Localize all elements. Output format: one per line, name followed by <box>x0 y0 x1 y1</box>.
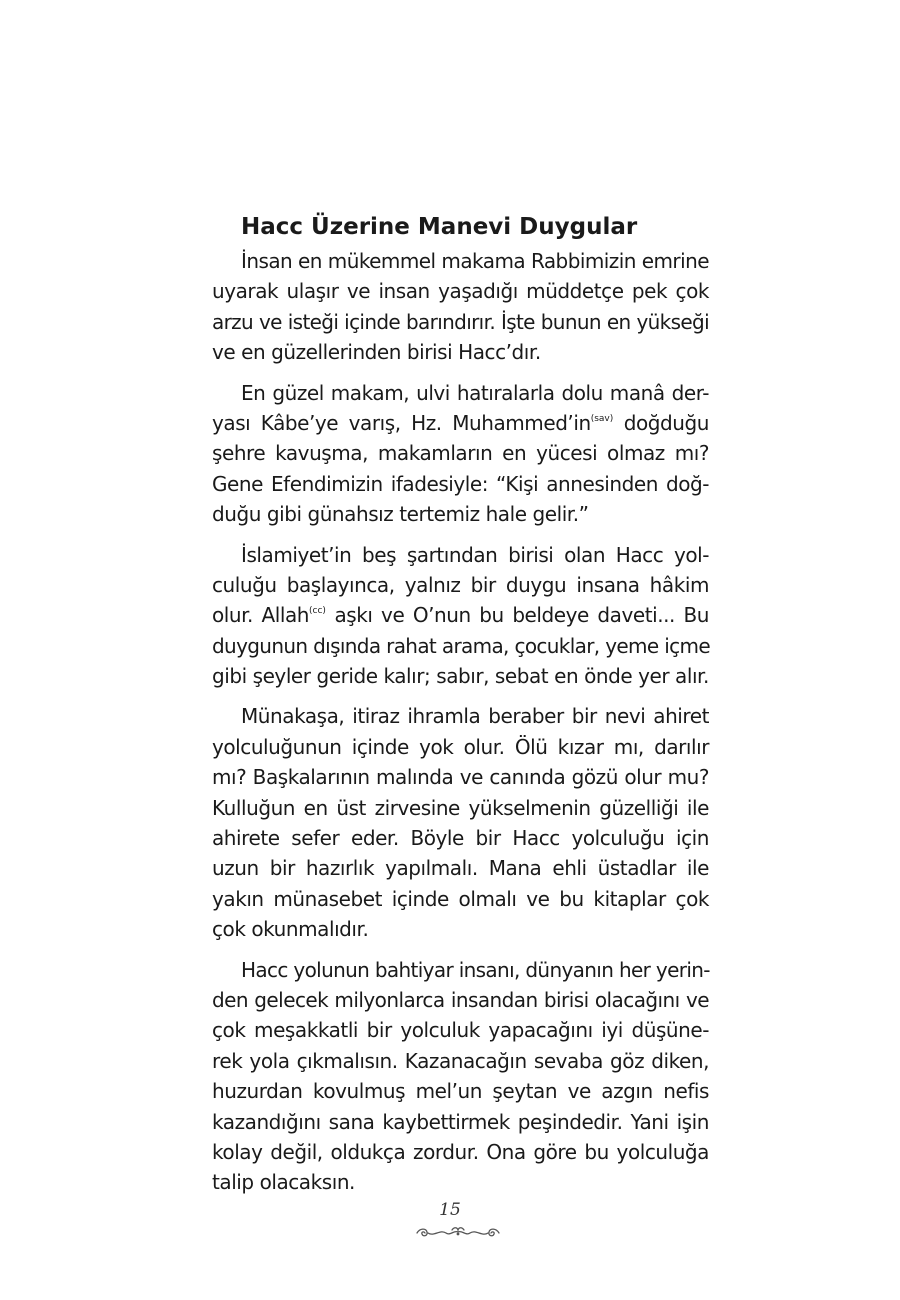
text-line: yolculuğunun içinde yok olur. Ölü kızar mı, darılır <box>212 734 709 759</box>
text-line <box>212 408 709 438</box>
text-line: Hacc yolunun bahtiyar insanı, dünyanın her yerin- <box>241 957 710 982</box>
text-line: mı? Başkalarının malında ve canında gözü olur mu? <box>212 765 709 790</box>
text-line: En güzel makam, ulvi hatıralarla dolu manâ der- <box>241 380 709 405</box>
text-line: culuğu başlayınca, yalnız bir duygu insana hâkim <box>212 572 709 597</box>
paragraph <box>212 955 709 1198</box>
text-line: uzun bir hazırlık yapılmalı. Mana ehli üstadlar ile <box>212 856 709 881</box>
page-body <box>212 210 709 1208</box>
honorific-superscript: (cc) <box>309 606 326 617</box>
text-line: kolay değil, oldukça zordur. Ona göre bu yolculuğa <box>212 1139 709 1164</box>
text-segment: yası Kâbe’ye varış, Hz. Muhammed’in <box>212 410 591 435</box>
text-line: İslamiyet’in beş şartından birisi olan Hacc yol- <box>241 542 709 567</box>
text-line: arzu ve isteği içinde barındırır. İşte bunun en yükseği <box>212 309 709 334</box>
text-line: rek yola çıkmalısın. Kazanacağın sevaba göz diken, <box>212 1048 709 1073</box>
text-line: huzurdan kovulmuş mel’un şeytan ve azgın nefis <box>212 1079 709 1104</box>
text-line: Münakaşa, itiraz ihramla beraber bir nevi ahiret <box>241 704 709 729</box>
honorific-superscript: (sav) <box>590 413 614 424</box>
text-line: gibi şeyler geride kalır; sabır, sebat en önde yer alır. <box>212 664 709 689</box>
text-line: ve en güzellerinden birisi Hacc’dır. <box>212 340 541 365</box>
text-line: Gene Efendimizin ifadesiyle: “Kişi annesinden doğ- <box>212 471 709 496</box>
ornament-flourish-icon <box>414 1224 502 1240</box>
text-line: İnsan en mükemmel makama Rabbimizin emrine <box>241 249 709 273</box>
text-line: uyarak ulaşır ve insan yaşadığı müddetçe pek çok <box>212 279 709 304</box>
text-line: ahirete sefer eder. Böyle bir Hacc yolculuğu için <box>212 826 709 851</box>
text-segment: aşkı ve O’nun bu beldeye daveti... Bu <box>325 603 709 628</box>
paragraph <box>212 540 709 692</box>
text-line <box>212 600 709 630</box>
paragraph <box>212 246 709 368</box>
text-line: yakın münasebet içinde olmalı ve bu kitaplar çok <box>212 886 709 911</box>
text-line: duğu gibi günahsız tertemiz hale gelir.” <box>212 502 589 527</box>
paragraph <box>212 378 709 530</box>
text-segment: olur. Allah <box>212 603 309 628</box>
text-line: Kulluğun en üst zirvesine yükselmenin güzelliği ile <box>212 795 709 820</box>
text-line: çok meşakkatli bir yolculuk yapacağını iyi düşüne- <box>212 1018 709 1043</box>
text-segment: doğduğu <box>613 410 709 435</box>
paragraph-list <box>212 246 709 1198</box>
text-line: talip olacaksın. <box>212 1170 355 1195</box>
text-line: çok okunmalıdır. <box>212 917 369 942</box>
text-line: duygunun dışında rahat arama, çocuklar, yeme içme <box>212 633 710 658</box>
paragraph <box>212 701 709 944</box>
text-line: den gelecek milyonlarca insandan birisi olacağını ve <box>212 987 709 1012</box>
page-number: 15 <box>439 1200 461 1220</box>
section-heading: Hacc Üzerine Manevi Duygular <box>241 214 638 240</box>
text-line: kazandığını sana kaybettirmek peşindedir. Yani işin <box>212 1109 709 1134</box>
text-line: şehre kavuşma, makamların en yücesi olmaz mı? <box>212 441 709 466</box>
